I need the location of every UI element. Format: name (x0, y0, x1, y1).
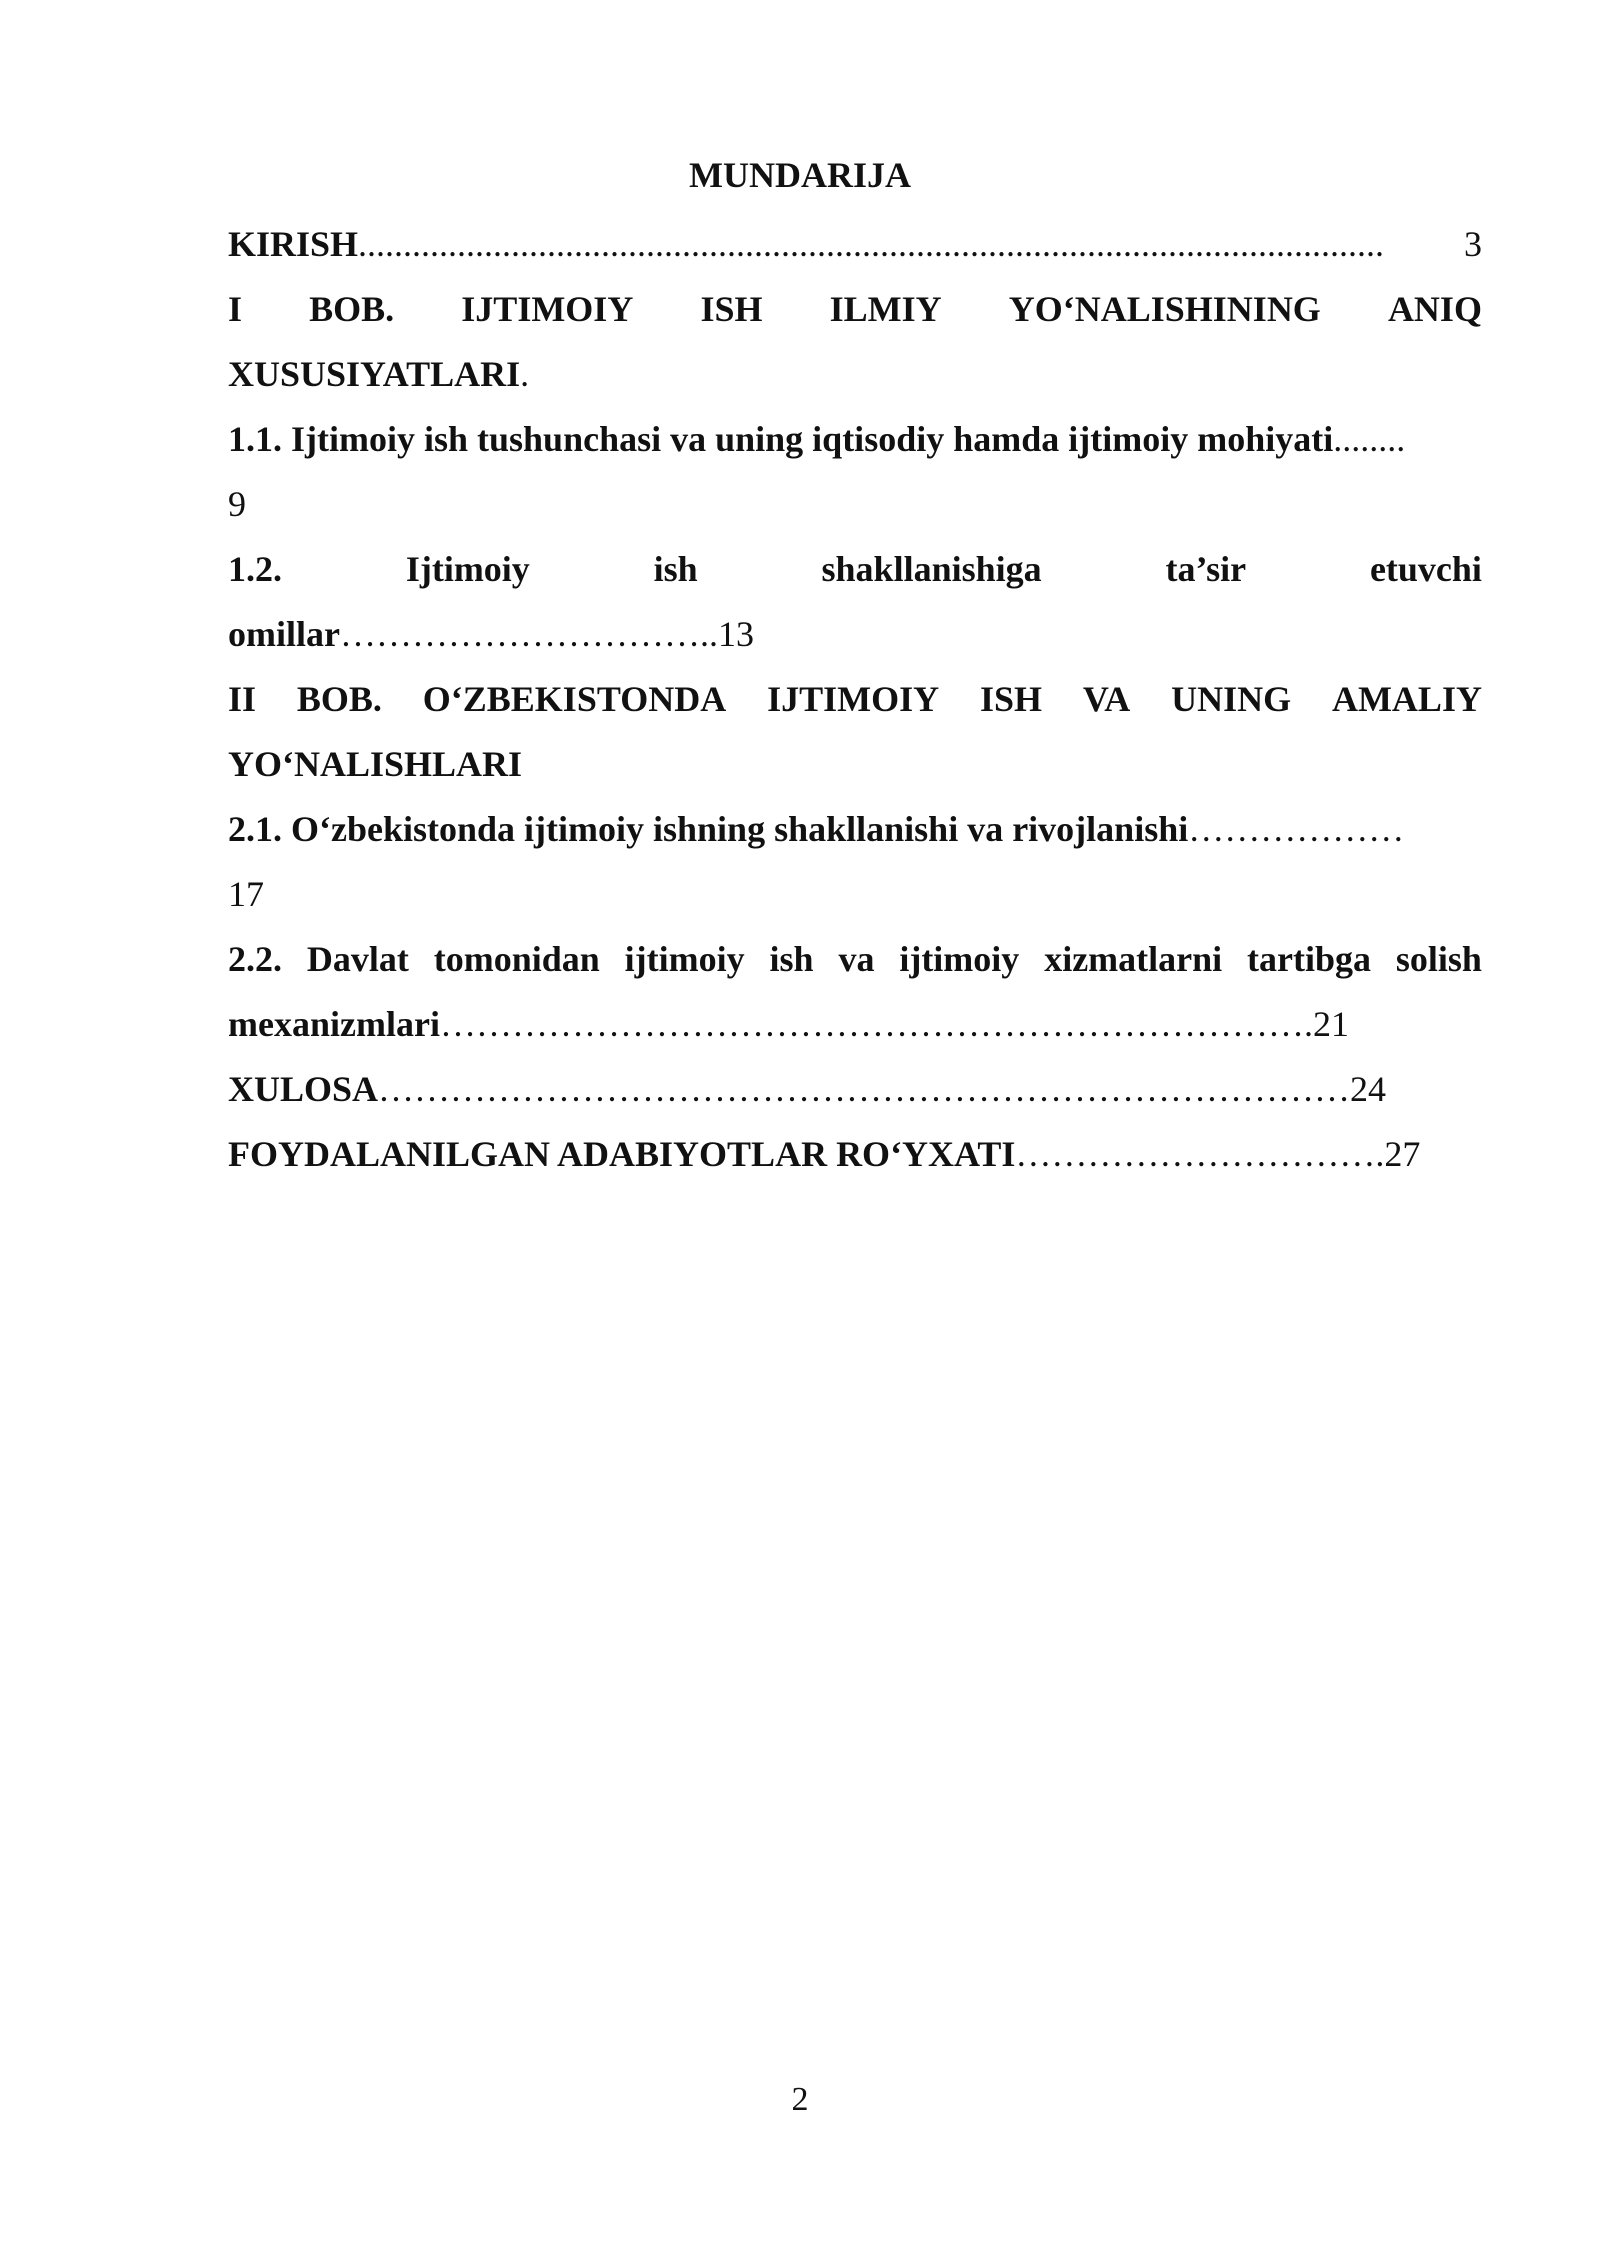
toc-word: Ijtimoiy (405, 549, 530, 589)
toc-word: ijtimoiy (899, 939, 1020, 979)
table-of-contents (228, 212, 1482, 1187)
toc-word: AMALIY (1331, 679, 1482, 719)
toc-entry-references[interactable] (228, 1122, 1482, 1187)
toc-word: IJTIMOIY (767, 679, 940, 719)
toc-entry-2-2-line2[interactable] (228, 992, 1482, 1057)
toc-word: solish (1395, 939, 1482, 979)
toc-word: O‘ZBEKISTONDA (422, 679, 727, 719)
toc-word: ISH (700, 289, 763, 329)
toc-page-number: 27 (1384, 1134, 1421, 1174)
toc-page-number: 17 (228, 874, 264, 914)
toc-word: ish (653, 549, 698, 589)
toc-entry-title: omillar (228, 614, 340, 654)
page-number: 2 (791, 2081, 809, 2118)
toc-entry-chapter-2-line2[interactable] (228, 732, 1482, 797)
toc-page-number: 13 (717, 614, 754, 654)
toc-word: ISH (979, 679, 1042, 719)
toc-word: BOB. (296, 679, 382, 719)
toc-entry-title: XUSUSIYATLARI (228, 354, 521, 394)
toc-leader-dots: .................................................................................................................. (358, 224, 1385, 264)
toc-entry-chapter-2-line1[interactable] (228, 667, 1482, 732)
toc-word: va (838, 939, 875, 979)
toc-word: tartibga (1247, 939, 1372, 979)
toc-entry-xulosa[interactable] (228, 1057, 1482, 1122)
toc-entry-1-2-line1[interactable] (228, 537, 1482, 602)
toc-word: BOB. (309, 289, 395, 329)
toc-word: ANIQ (1387, 289, 1482, 329)
toc-entry-chapter-1-line2[interactable] (228, 342, 1482, 407)
toc-entry-kirish[interactable] (228, 212, 1482, 277)
toc-entry-2-2-line1[interactable] (228, 927, 1482, 992)
toc-word: IJTIMOIY (461, 289, 634, 329)
toc-entry-title: mexanizmlari (228, 1004, 440, 1044)
toc-word: 2.2. (228, 939, 282, 979)
toc-word: VA (1082, 679, 1131, 719)
toc-entry-1-1-line2 (228, 472, 1482, 537)
toc-page-number: 3 (1464, 224, 1482, 264)
toc-word: shakllanishiga (821, 549, 1042, 589)
toc-entry-2-1-line1[interactable] (228, 797, 1482, 862)
toc-leader-dots: …………………………. (1015, 1134, 1385, 1174)
toc-entry-title: KIRISH (228, 224, 359, 264)
toc-word: YO‘NALISHINING (1008, 289, 1321, 329)
toc-word: 1.2. (228, 549, 282, 589)
toc-page-number: 9 (228, 484, 246, 524)
toc-word: II (228, 679, 257, 719)
toc-entry-1-1-line1[interactable] (228, 407, 1482, 472)
toc-word: ish (769, 939, 814, 979)
toc-leader-dots: ……………… (1188, 809, 1405, 849)
toc-word: ijtimoiy (624, 939, 745, 979)
toc-entry-title: YO‘NALISHLARI (228, 744, 523, 784)
toc-entry-tail: . (520, 354, 530, 394)
toc-leader-dots: ........ (1333, 419, 1406, 459)
toc-word: I (228, 289, 243, 329)
toc-page-number: 24 (1350, 1069, 1387, 1109)
toc-word: etuvchi (1369, 549, 1482, 589)
toc-entry-title: FOYDALANILGAN ADABIYOTLAR RO‘YXATI (228, 1134, 1016, 1174)
toc-entry-title: XULOSA (228, 1069, 379, 1109)
toc-leader-dots: ………………………………………………………………. (439, 1004, 1313, 1044)
toc-word: ta’sir (1165, 549, 1247, 589)
toc-word: ILMIY (829, 289, 942, 329)
toc-word: tomonidan (433, 939, 600, 979)
toc-leader-dots: ………………………….. (339, 614, 718, 654)
toc-entry-1-2-line2[interactable] (228, 602, 1482, 667)
toc-word: xizmatlarni (1044, 939, 1223, 979)
toc-leader-dots: ……………………………………………………………………… (378, 1069, 1351, 1109)
toc-entry-title: 2.1. O‘zbekistonda ijtimoiy ishning shakllanishi va rivojlanishi (228, 809, 1189, 849)
toc-entry-2-1-line2 (228, 862, 1482, 927)
toc-entry-title: 1.1. Ijtimoiy ish tushunchasi va uning iqtisodiy hamda ijtimoiy mohiyati (228, 419, 1334, 459)
toc-page-number: 21 (1312, 1004, 1349, 1044)
toc-word: Davlat (306, 939, 409, 979)
toc-entry-chapter-1-line1[interactable] (228, 277, 1482, 342)
toc-word: UNING (1171, 679, 1292, 719)
toc-heading: MUNDARIJA (689, 155, 911, 195)
